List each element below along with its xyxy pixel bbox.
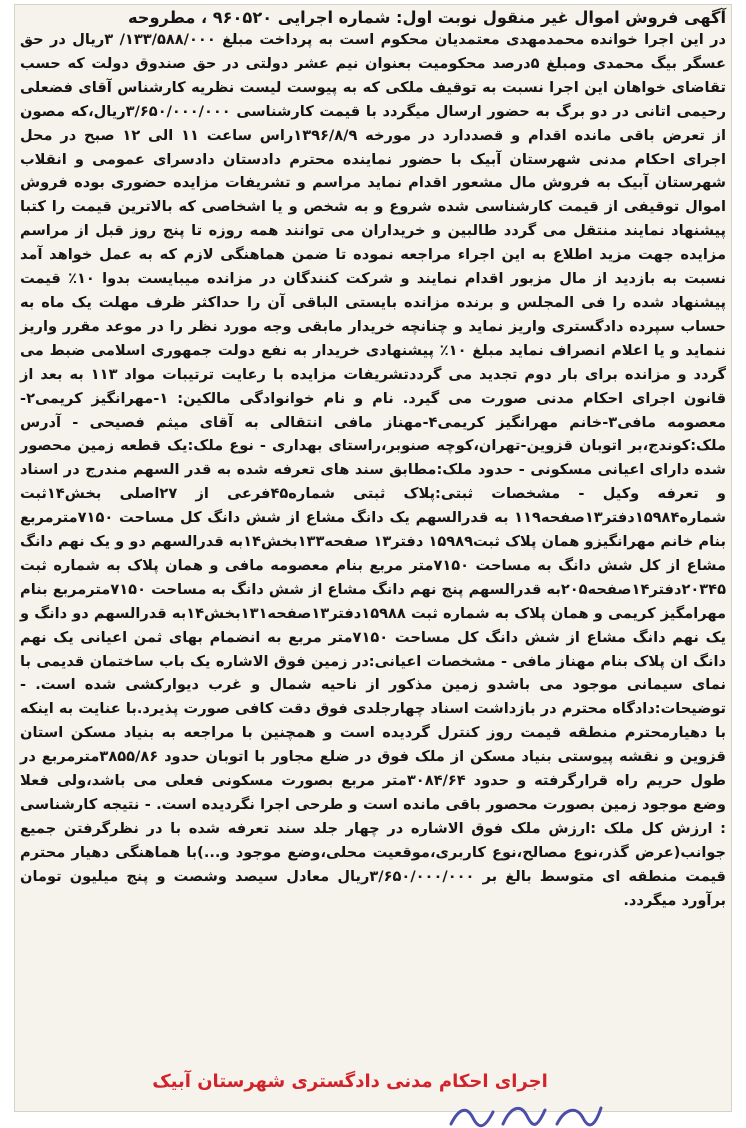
handwritten-stamp-mark bbox=[445, 1098, 605, 1128]
notice-title-line: آگهی فروش اموال غیر منقول نوبت اول: شماره اجرایی ۹۶۰۵۲۰ ، مطروحه bbox=[127, 8, 726, 27]
notice-body: در این اجرا خوانده محمدمهدی معتمدیان محکوم است به پرداخت مبلغ ۱۳۳/۵۸۸/۰۰۰/ ۳ریال در حق عسگر بیگ محمدی ومبلغ ۵درصد محکومیت بعنوان نیم عشر دولتی در حق صندوق دولت که حسب تقاضای خواهان این اجرا نسبت به توقیف ملکی که به پیوست لیست نظریه کارشناس آقای فضعلی رحیمی اتانی در دو برگ به حضور ارسال میگردد با قیمت کارشناسی ۳/۶۵۰/۰۰۰/۰۰۰ریال،که مصون از تعرض باقی مانده اقدام و قصددارد در مورخه ۱۳۹۶/۸/۹راس ساعت ۱۱ الی ۱۲ صبح در محل اجرای احکام مدنی شهرستان آبیک با حضور نماینده محترم دادستان دادسرای عمومی و انقلاب شهرستان آبیک به فروش مال مشعور اقدام نماید مراسم و تشریفات مزایده حضوری بوده فروش اموال توقیفی از قیمت کارشناسی شده شروع و به شخص و یا اشخاصی که بالاترین قیمت را کتبا پیشنهاد نمایند منتقل می گردد طالبین و خریداران می توانند همه روزه تا پنج روز قبل از مراسم مزایده جهت مزید اطلاع به این اجراء مراجعه نموده تا ضمن هماهنگی لازم که به عمل خواهد آمد نسبت به بازدید از مال مزبور اقدام نمایند و شرکت کنندگان در مزانده میبایست بدوا ۱۰٪ قیمت پیشنهاد شده را فی المجلس و برنده مزانده بایستی الباقی آن را حداکثر ظرف مهلت یک ماه به حساب سپرده دادگستری واریز نماید و چنانچه خریدار مابقی وجه مورد نظر را در موعد مقرر واریز ننماید و یا اعلام انصراف نماید مبلغ ۱۰٪ پیشنهادی خریدار به نفع دولت جمهوری اسلامی ضبط می گردد و مزانده برای بار دوم تجدید می گرددتشریفات مزایده با رعایت ترتیبات مواد ۱۱۳ به بعد از قانون اجرای احکام مدنی صورت می گیرد. نام و نام خوانوادگی مالکین: ۱-مهرانگیز کریمی۲-معصومه مافی۳-خانم مهرانگیز کریمی۴-مهناز مافی انتقالی به آقای میثم فصیحی - آدرس ملک:کوندج،بر اتوبان قزوین-تهران،کوچه صنوبر،راستای بهداری - نوع ملک:یک قطعه زمین محصور شده دارای اعیانی مسکونی - حدود ملک:مطابق سند های تعرفه شده به قدر السهم مندرج در اسناد و تعرفه وکیل - مشخصات ثبتی:پلاک ثبتی شماره۴۵فرعی از ۲۷اصلی بخش۱۴ثبت شماره۱۵۹۸۴دفتر۱۳صفحه۱۱۹ به قدرالسهم یک دانگ مشاع از شش دانگ کل مساحت ۷۱۵۰مترمربع بنام خانم مهرانگیزو همان پلاک ثبت۱۵۹۸۹ دفتر۱۳ صفحه۱۳۳بخش۱۴به قدرالسهم دو و یک نهم دانگ مشاع از کل شش دانگ به مساحت ۷۱۵۰متر مربع بنام معصومه مافی و همان پلاک به شماره ثبت ۲۰۳۴۵دفتر۱۴صفحه۲۰۵به قدرالسهم پنج نهم دانگ مشاع از شش دانگ به مساحت ۷۱۵۰مترمربع بنام مهرامگیز کریمی و همان پلاک به شماره ثبت ۱۵۹۸۸دفتر۱۳صفحه۱۳۱بخش۱۴به قدرالسهم دو دانگ و یک نهم دانگ مشاع از شش دانگ کل مساحت ۷۱۵۰متر مربع به انضمام بهای ثمن اعیانی یک نهم دانگ ان پلاک بنام مهناز مافی - مشخصات اعیانی:در زمین فوق الاشاره یک باب ساختمان قدیمی با نمای سیمانی موجود می باشدو زمین مذکور از ناحیه شمال و غرب دیوارکشی شده است. - توضیحات:دادگاه محترم در بازداشت اسناد چهارجلدی فوق دقت کافی صورت پذیرد.با عنایت به اینکه با دهیارمحترم منطقه قیمت روز کنترل گردیده است و همچنین با مراجعه به بنیاد مسکن استان قزوین و نقشه پیوستی بنیاد مسکن از ملک فوق در ضلع مجاور با اتوبان حدود ۳۸۵۵/۸۶مترمربع در طول حریم راه قرارگرفته و حدود ۳۰۸۴/۶۴متر مربع بصورت مسکونی فعلی می باشد،ولی فعلا وضع موجود زمین بصورت محصور باقی مانده است و طرحی اجرا نگردیده است. - نتیجه کارشناسی : ارزش کل ملک :ارزش ملک فوق الاشاره در چهار جلد سند تعرفه شده با در نظرگرفتن جمیع جوانب(عرض گذر،نوع مصالح،نوع کاربری،موقعیت محلی،وضع موجود و...)با هماهنگی دهیار محترم قیمت منطقه ای متوسط بالغ بر ۳/۶۵۰/۰۰۰/۰۰۰ریال معادل سیصد وشصت و پنج میلیون تومان برآورد میگردد. bbox=[20, 31, 727, 909]
notice-article bbox=[20, 8, 726, 913]
issuer-signature: اجرای احکام مدنی دادگستری شهرستان آبیک bbox=[152, 1071, 548, 1092]
